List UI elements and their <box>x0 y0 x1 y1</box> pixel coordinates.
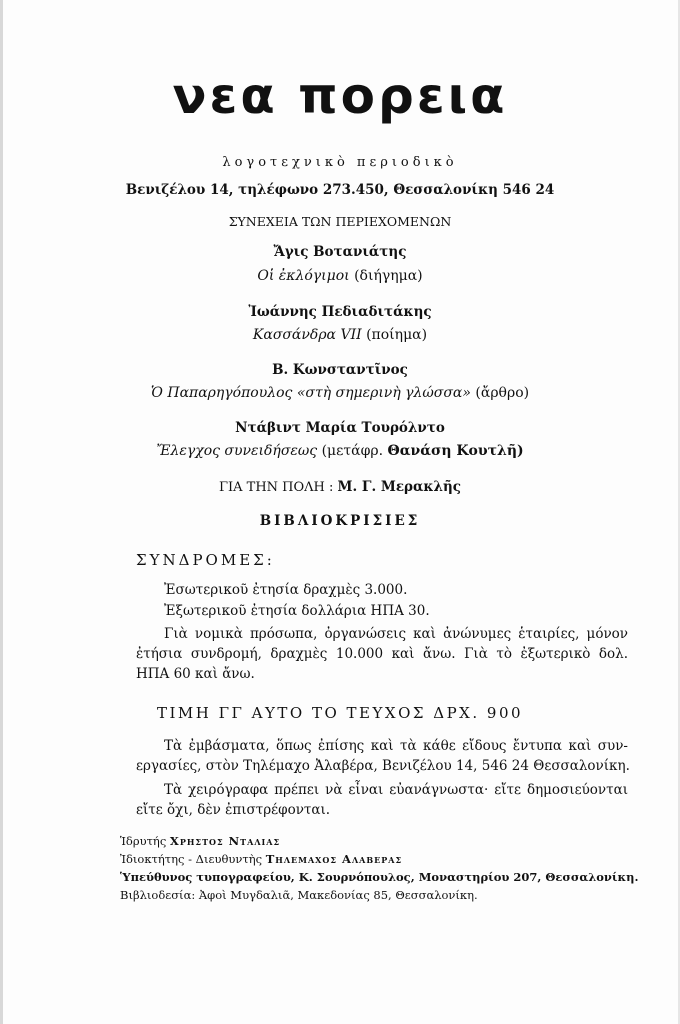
toc-work-title: Οἱ ἐκλόγιμοι <box>257 268 350 284</box>
subscription-foreign: Ἐξωτερικοῦ ἐτησία δολλάρια ΗΠΑ 30. <box>164 603 430 619</box>
toc-work <box>0 268 680 284</box>
footer-printer: Ὑπεύθυνος τυπογραφείου, Κ. Σουρνόπουλος, Μοναστηρίου 207, Θεσσαλονίκη. <box>120 870 639 884</box>
owner-label: Ἰδιοκτήτης - Διευθυντὴς <box>120 852 263 866</box>
toc-work <box>0 385 680 401</box>
founder-label: Ἱδρυτής <box>120 834 167 848</box>
magazine-title: νεα πορεια <box>172 67 508 125</box>
subscriptions-heading: ΣΥΝΔΡΟΜΕΣ: <box>136 551 275 569</box>
page-edge-left <box>0 0 3 1024</box>
toc-translator: Θανάση Κουτλῆ) <box>387 443 524 459</box>
toc-work-genre: (μετάφρ. <box>321 443 384 459</box>
toc-work <box>0 327 680 343</box>
owner-name: Τηλεμαχος Αλαβερας <box>265 852 403 866</box>
toc-author: Β. Κωνσταντῖνος <box>272 362 408 378</box>
contents-heading: ΣΥΝΕΧΕΙΑ ΤΩΝ ΠΕΡΙΕΧΟΜΕΝΩΝ <box>228 214 452 229</box>
remittance-note: Τὰ ἐμβάσματα, ὅπως ἐπίσης καὶ τὰ κάθε εἴδους ἔντυπα καὶ συν- <box>164 738 628 754</box>
toc-author: Ἰωάννης Πεδιαδιτάκης <box>248 304 432 320</box>
city-section-author: Μ. Γ. Μερακλῆς <box>337 479 462 495</box>
subscription-legal-line: ἐτήσια συνδρομή, δραχμὲς 10.000 καὶ ἄνω. Γιὰ τὸ ἐξωτερικὸ δολ. <box>136 646 628 662</box>
toc-work-genre: (ἄρθρο) <box>475 385 530 401</box>
reviews-heading: ΒΙΒΛΙΟΚΡΙΣΙΕΣ <box>259 513 421 529</box>
manuscripts-note: Τὰ χειρόγραφα πρέπει νὰ εἶναι εὐανάγνωστα· εἴτε δημοσιεύονται <box>164 782 628 798</box>
footer-owner <box>120 852 402 866</box>
magazine-subtitle: λογοτεχνικὸ περιοδικὸ <box>222 155 458 170</box>
toc-work-title: Ὁ Παπαρηγόπουλος «στὴ σημερινὴ γλώσσα» <box>150 385 471 401</box>
footer-binder: Βιβλιοδεσία: Ἀφοὶ Μυγδαλιᾶ, Μακεδονίας 85, Θεσσαλονίκη. <box>120 888 478 902</box>
toc-author: Ἄγις Βοτανιάτης <box>273 244 407 260</box>
toc-work <box>0 443 680 459</box>
subscription-legal-line: Γιὰ νομικὰ πρόσωπα, ὀργανώσεις καὶ ἀνώνυμες ἑταιρίες, μόνον <box>164 626 628 642</box>
magazine-address: Βενιζέλου 14, τηλέφωνο 273.450, Θεσσαλονίκη 546 24 <box>125 182 555 198</box>
issue-price: ΤΙΜΗ ΓΓ ΑΥΤΟ ΤΟ ΤΕΥΧΟΣ ΔΡΧ. 900 <box>156 704 524 722</box>
toc-author: Ντάβιντ Μαρία Τουρόλντο <box>235 420 445 436</box>
city-section-label: ΓΙΑ ΤΗΝ ΠΟΛΗ : <box>218 480 334 495</box>
toc-work-genre: (ποίημα) <box>366 327 428 343</box>
subscription-legal-line: ΗΠΑ 60 καὶ ἄνω. <box>136 666 255 682</box>
founder-name: Χρηστος Νταλιας <box>169 834 281 848</box>
toc-work-genre: (διήγημα) <box>354 268 423 284</box>
manuscripts-note: εἴτε ὄχι, δὲν ἐπιστρέφονται. <box>136 802 331 818</box>
toc-work-title: Κασσάνδρα VII <box>252 327 362 343</box>
toc-work-title: Ἔλεγχος συνειδήσεως <box>156 443 318 459</box>
city-section-line <box>0 479 680 495</box>
footer-founder <box>120 834 280 848</box>
remittance-note: εργασίες, στὸν Τηλέμαχο Ἀλαβέρα, Βενιζέλου 14, 546 24 Θεσσαλονίκη. <box>136 758 630 774</box>
subscription-domestic: Ἐσωτερικοῦ ἐτησία δραχμὲς 3.000. <box>164 582 408 598</box>
